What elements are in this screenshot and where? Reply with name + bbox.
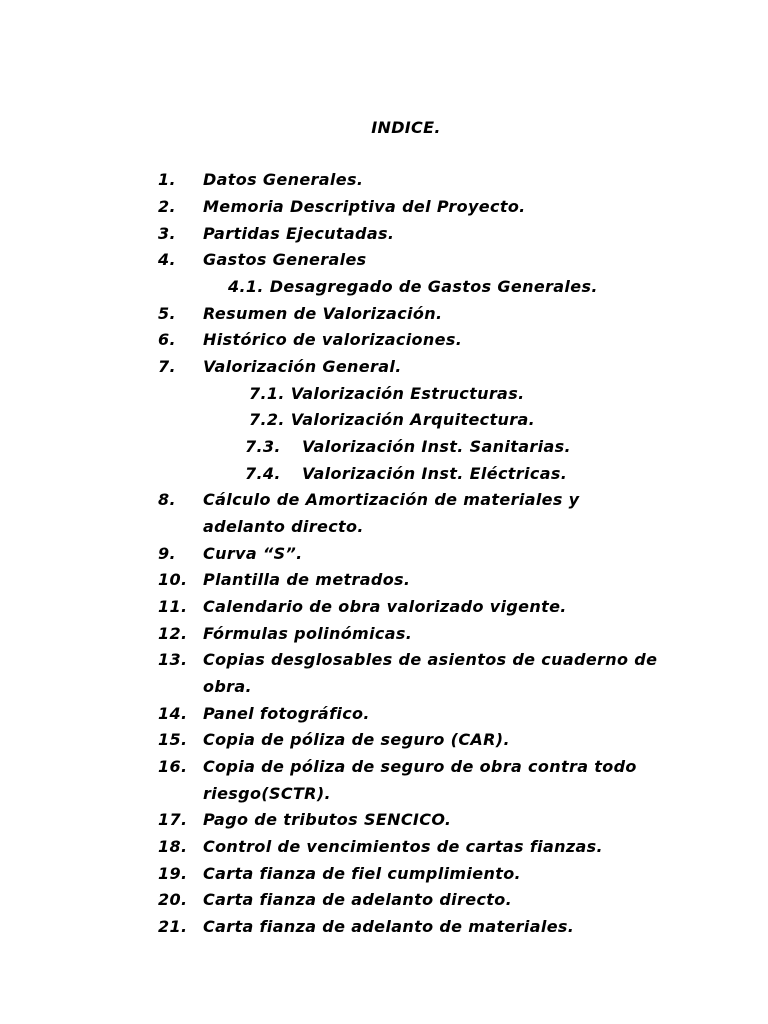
item-number: 15. [158, 730, 188, 749]
item-text: Valorización General. [203, 357, 402, 376]
item-number: 7.4. [245, 464, 281, 483]
item-text: Carta fianza de adelanto directo. [203, 890, 513, 909]
item-text: Copia de póliza de seguro de obra contra todo [203, 757, 637, 776]
item-text: Pago de tributos SENCICO. [203, 810, 452, 829]
item-text: Panel fotográfico. [203, 704, 370, 723]
item-number: 3. [158, 224, 176, 243]
item-text: Cálculo de Amortización de materiales y [203, 490, 580, 509]
item-text: Datos Generales. [203, 170, 364, 189]
item-number: 7. [158, 357, 176, 376]
item-number: 2. [158, 197, 176, 216]
item-number: 9. [158, 544, 176, 563]
item-text: 7.2. Valorización Arquitectura. [249, 410, 536, 429]
item-text: Partidas Ejecutadas. [203, 224, 395, 243]
item-text: Valorización Inst. Sanitarias. [302, 437, 571, 456]
item-number: 5. [158, 304, 176, 323]
page-title: INDICE. [371, 118, 441, 137]
item-number: 4. [158, 250, 176, 269]
item-text: Carta fianza de fiel cumplimiento. [203, 864, 521, 883]
item-number: 21. [158, 917, 188, 936]
item-text: Copia de póliza de seguro (CAR). [203, 730, 510, 749]
item-text: Resumen de Valorización. [203, 304, 443, 323]
item-text: obra. [203, 677, 252, 696]
item-number: 10. [158, 570, 188, 589]
item-number: 8. [158, 490, 176, 509]
item-text: 7.1. Valorización Estructuras. [249, 384, 525, 403]
item-text: riesgo(SCTR). [203, 784, 331, 803]
item-number: 14. [158, 704, 188, 723]
item-number: 1. [158, 170, 176, 189]
item-text: Valorización Inst. Eléctricas. [302, 464, 568, 483]
item-text: Gastos Generales [203, 250, 367, 269]
item-text: adelanto directo. [203, 517, 364, 536]
item-number: 13. [158, 650, 188, 669]
item-number: 17. [158, 810, 188, 829]
item-number: 11. [158, 597, 188, 616]
item-text: Memoria Descriptiva del Proyecto. [203, 197, 526, 216]
item-number: 20. [158, 890, 188, 909]
item-text: Fórmulas polinómicas. [203, 624, 413, 643]
item-number: 12. [158, 624, 188, 643]
item-text: Carta fianza de adelanto de materiales. [203, 917, 575, 936]
item-number: 19. [158, 864, 188, 883]
item-number: 16. [158, 757, 188, 776]
item-text: 4.1. Desagregado de Gastos Generales. [228, 277, 598, 296]
item-text: Plantilla de metrados. [203, 570, 411, 589]
item-text: Calendario de obra valorizado vigente. [203, 597, 567, 616]
item-number: 6. [158, 330, 176, 349]
item-text: Copias desglosables de asientos de cuaderno de [203, 650, 658, 669]
item-text: Histórico de valorizaciones. [203, 330, 463, 349]
item-number: 7.3. [245, 437, 281, 456]
item-number: 18. [158, 837, 188, 856]
item-text: Control de vencimientos de cartas fianzas. [203, 837, 603, 856]
item-text: Curva “S”. [203, 544, 303, 563]
